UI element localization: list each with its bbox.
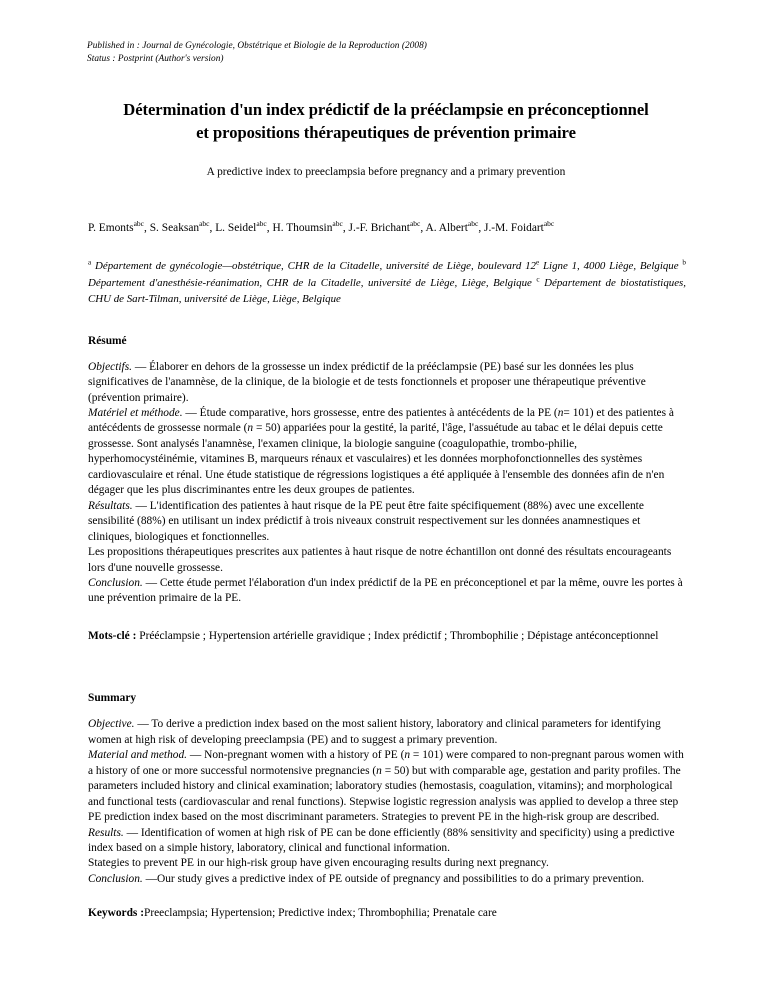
keywords-text: Preeclampsia; Hypertension; Predictive index; Thrombophilia; Prenatale care [144, 907, 497, 920]
summary-objective [88, 717, 686, 748]
sample-size-symbol: n [557, 406, 564, 419]
sample-size-symbol: n [376, 764, 382, 777]
publication-info [87, 40, 686, 66]
motscle-text: Prééclampsie ; Hypertension artérielle gravidique ; Index prédictif ; Thrombophilie ; Dépistage antéconceptionnel [136, 629, 659, 642]
summary-objective-text: — To derive a prediction index based on the most salient history, laboratory and clinical parameters for identifying women at high risk of developing preeclampsia (PE) and to suggest a primary prevention. [88, 718, 661, 746]
motscle-label: Mots-clé : [88, 629, 137, 642]
summary-material-text-1: — Non-pregnant women with a history of PE ( [187, 749, 405, 762]
affiliations [88, 258, 686, 307]
resume-objectifs-label: Objectifs. [88, 360, 132, 373]
summary-material-text-3: = 50) but with comparable age, gestation and parity profiles. The parameters included history and clinical examination; laboratory studies (hemostasis, coagulation, vitamins); and morphological and functional tests (cardiovascular and renal functions). Stepwise logistic regression analysis was applied to develop a three step PE prediction index based on the most discriminant parameters. Strategies to prevent PE in the high-risk group are described. [88, 764, 681, 824]
page-title [86, 98, 686, 144]
author-affiliation-marker: abc [409, 219, 421, 229]
resume-body [88, 360, 686, 607]
summary-material-text-2: = 101) were compared to non-pregnant parous women with a history of one or more successful normotensive pregnancies ( [88, 749, 684, 777]
published-in-line: Published in : Journal de Gynécologie, Obstétrique et Biologie de la Reproduction (2008) [87, 41, 427, 51]
resume-materiel-label: Matériel et méthode. [88, 406, 183, 419]
summary-results-label: Results. [88, 826, 124, 839]
author-name: H. Thoumsin [272, 222, 333, 235]
summary-heading: Summary [88, 692, 137, 705]
summary-strategies: Stategies to prevent PE in our high-risk group have given encouraging results during next pregnancy. [88, 857, 549, 870]
resume-heading: Résumé [88, 334, 127, 347]
resume-resultats [88, 499, 686, 545]
resume-propositions: Les propositions thérapeutiques prescrites aux patientes à haut risque de notre échantillon ont donné des résultats encourageants lors d'une nouvelle grossesse. [88, 546, 672, 574]
summary-material-label: Material and method. [88, 749, 188, 762]
author-affiliation-marker: abc [133, 219, 145, 229]
resume-objectifs [88, 360, 686, 406]
author-name: J.-F. Brichant [348, 222, 410, 235]
status-line: Status : Postprint (Author's version) [87, 54, 224, 65]
resume-objectifs-text: — Élaborer en dehors de la grossesse un index prédictif de la prééclampsie (PE) basé sur les données les plus significatives de l'anamnèse, de la clinique, de la biologie et de tests fonctionnels et proposer une thérapeutique préventive (prévention primaire). [88, 360, 646, 404]
summary-material [88, 748, 686, 825]
resume-resultats-label: Résultats. [88, 499, 133, 512]
affiliation-marker: a [88, 258, 92, 267]
resume-materiel-text-2: = 101) et des patientes à antécédents de grossesse normale ( [88, 406, 674, 435]
sample-size-symbol: n [247, 422, 254, 435]
affiliation-text: Département d'anesthésie-réanimation, CHR de la Citadelle, université de Liège, Liège, Belgique [88, 276, 532, 289]
author-affiliation-marker: abc [543, 219, 555, 229]
summary-conclusion [88, 872, 686, 887]
author-affiliation-marker: abc [467, 219, 479, 229]
author-affiliation-marker: abc [199, 219, 210, 229]
author-name: P. Emonts [88, 222, 134, 235]
resume-materiel-text-3: = 50) appariées pour la gestité, la parité, l'âge, l'assuétude au tabac et le délai depuis cette grossesse. Sont analysés l'anamnèse, l'examen clinique, la biologie sanguine (coagulopathie, trombo-philie, hyperhomocystéinémie, vitamines B, marqueurs rénaux et vasculaires) et les données morphofonctionnelles des systèmes cardiovasculaire et rénal. Une étude statistique de régressions logistiques a été appliquée à l'ensemble des données afin de n'en dégager que les plus discriminantes entre les deux groupes de patientes. [88, 422, 665, 497]
summary-conclusion-label: Conclusion. [88, 872, 143, 885]
keywords-label: Keywords : [88, 907, 144, 920]
author-name: L. Seidel [215, 222, 257, 235]
resume-conclusion-text: — Cette étude permet l'élaboration d'un index prédictif de la PE en préconceptionel et par la même, ouvre les portes à une prévention primaire de la PE. [88, 576, 683, 605]
author-affiliation-marker: abc [332, 219, 343, 229]
author-affiliation-marker: abc [256, 219, 267, 229]
resume-resultats-text: — L'identification des patientes à haut risque de la PE peut être faite spécifiquement (88%) avec une excellente sensibilité (88%) en utilisant un index prédictif à trois niveaux construit respectivement sur les données anamnestiques et cliniques, biologiques et fonctionnelles. [88, 499, 644, 543]
ordinal-suffix: e [535, 258, 540, 267]
affiliation-text: Département de gynécologie—obstétrique, CHR de la Citadelle, université de Liège, boulevard 12 [95, 260, 536, 273]
summary-results [88, 826, 686, 857]
resume-materiel [88, 406, 686, 499]
page-subtitle: A predictive index to preeclampsia before pregnancy and a primary prevention [206, 166, 566, 179]
resume-conclusion [88, 576, 686, 607]
summary-objective-label: Objective. [88, 718, 135, 731]
affiliation-text: Département de biostatistiques, CHU de Sart-Tilman, université de Liège, Liège, Belgique [88, 276, 687, 306]
title-line-2: et propositions thérapeutiques de prévention primaire [196, 123, 576, 143]
affiliation-marker: b [682, 258, 686, 267]
author-name: S. Seaksan [149, 222, 200, 235]
author-name: A. Albert [425, 222, 468, 235]
affiliation-marker: c [536, 275, 540, 284]
author-list: P. Emonts$^{abc}$, S. Seaksan$^{abc}$, L. Seidel$^{abc}$, H. Thoumsin$^{abc}$, J.-F. Brichant$^{abc}$, A. Albert$^{abc}$, J.-M. Foidart$^{abc}$ [88, 219, 555, 235]
motscle-line [88, 629, 686, 644]
title-line-1: Détermination d'un index prédictif de la prééclampsie en préconceptionnel [123, 100, 649, 120]
affiliation-text-cont: Ligne 1, 4000 Liège, Belgique [539, 260, 679, 273]
author-name: J.-M. Foidart [484, 222, 544, 235]
summary-body [88, 717, 686, 887]
summary-conclusion-text: —Our study gives a predictive index of PE outside of pregnancy and possibilities to do a primary prevention. [142, 872, 645, 885]
summary-results-text: — Identification of women at high risk of PE can be done efficiently (88% sensitivity and specificity) using a predictive index based on a simple history, laboratory, clinical and functional information. [88, 826, 675, 854]
sample-size-symbol: n [404, 749, 411, 762]
resume-materiel-text-1: — Étude comparative, hors grossesse, entre des patientes à antécédents de la PE ( [182, 406, 558, 419]
resume-conclusion-label: Conclusion. [88, 576, 143, 589]
keywords-line [88, 906, 686, 921]
